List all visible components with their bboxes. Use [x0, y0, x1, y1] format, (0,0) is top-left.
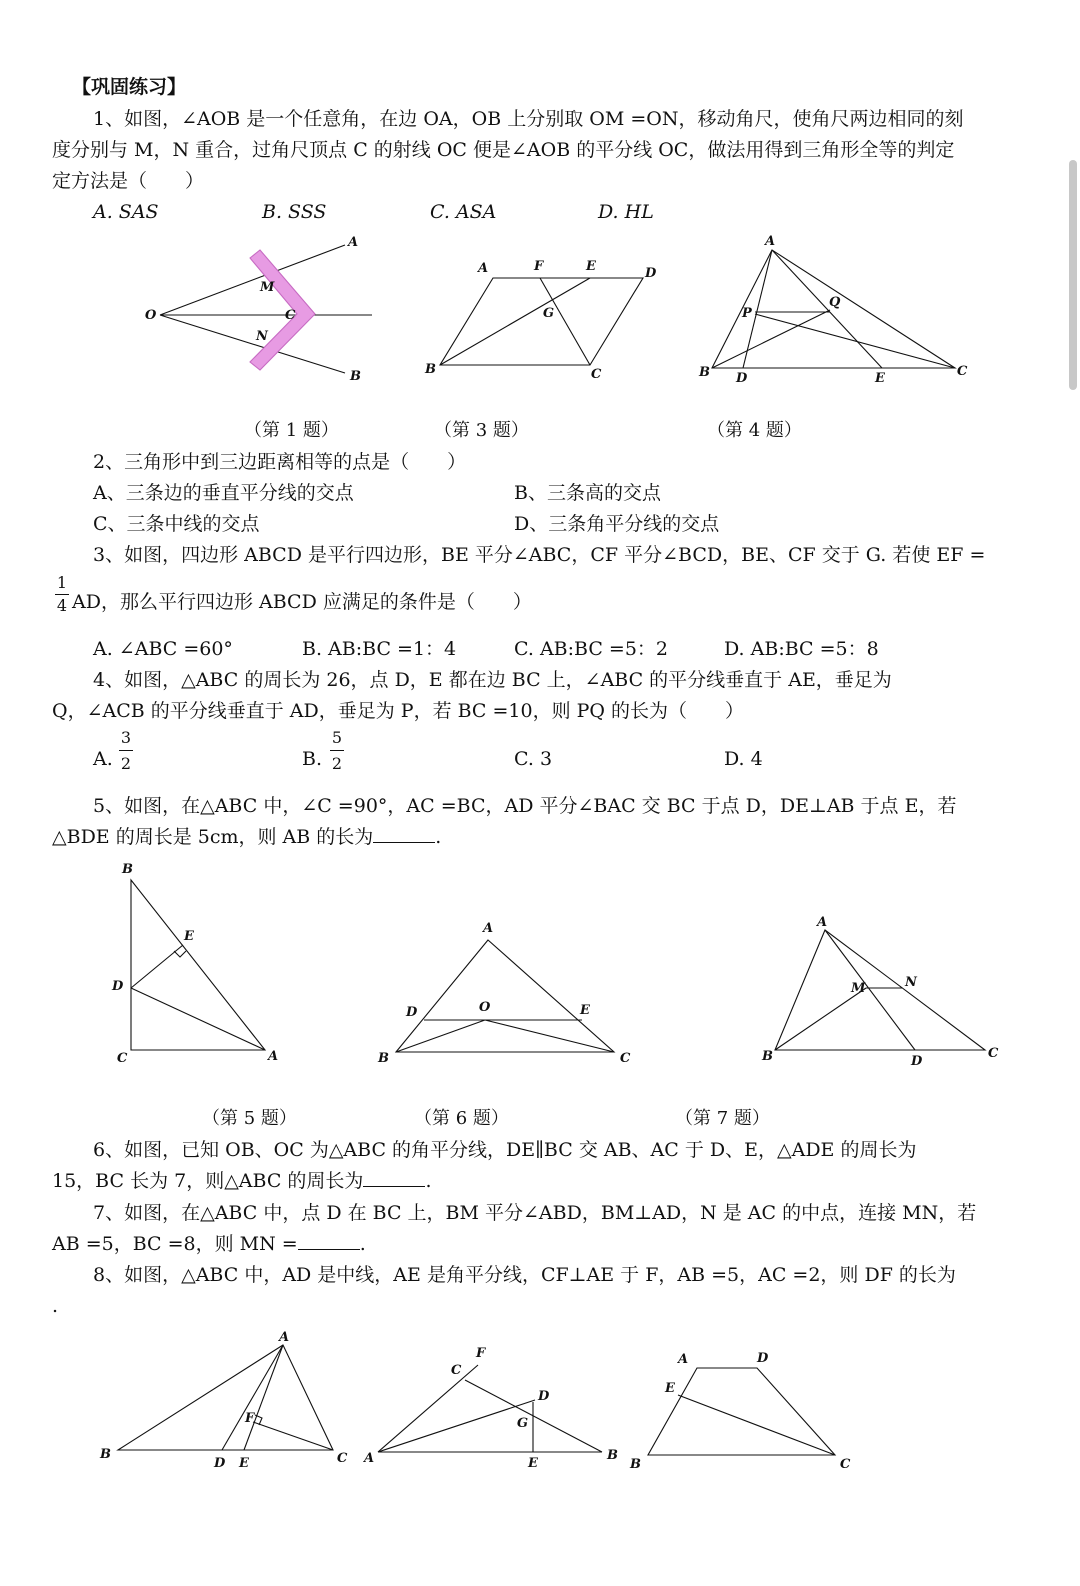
fig4-label-e: E: [875, 371, 885, 386]
q4-option-b-label: B.: [302, 748, 323, 770]
figure-7-labels: [761, 915, 999, 1069]
q1-option-a: A. SAS: [93, 201, 159, 223]
fig3-label-a: A: [478, 261, 489, 276]
fig9-label-a: A: [364, 1451, 375, 1466]
q1-line1: 1、如图，∠AOB 是一个任意角，在边 OA，OB 上分别取 OM =ON，移动角尺，使角尺两边相同的刻: [93, 108, 964, 130]
fig1-label-o: O: [145, 308, 157, 323]
fig1-label-m: M: [260, 280, 275, 295]
fig4-label-d: D: [736, 371, 748, 386]
q4-option-a-den: 2: [120, 754, 132, 773]
q3-frac-bar: [55, 594, 69, 595]
fig3-label-e: E: [586, 259, 596, 274]
q8-line1: 8、如图，△ABC 中，AD 是中线，AE 是角平分线，CF⊥AE 于 F，AB =5，AC =2，则 DF 的长为: [93, 1264, 956, 1286]
section-heading: 【巩固练习】: [72, 76, 187, 98]
q4-option-b-den: 2: [331, 754, 343, 773]
figure-8: [118, 1345, 333, 1450]
fig9-label-c: C: [451, 1363, 462, 1378]
q1-option-d: D. HL: [598, 201, 654, 223]
caption-fig5: （第 5 题）: [202, 1108, 297, 1129]
fig8-label-d: D: [214, 1456, 226, 1471]
fig3-label-d: D: [645, 266, 657, 281]
q4-line2: Q，∠ACB 的平分线垂直于 AD，垂足为 P，若 BC =10，则 PQ 的长为（ ）: [52, 700, 745, 722]
fig7-label-d: D: [911, 1054, 923, 1069]
fig5-label-e: E: [184, 929, 194, 944]
fig8-label-c: C: [337, 1451, 348, 1466]
q6-answer-blank[interactable]: [363, 1172, 425, 1187]
q4-option-d: D. 4: [724, 748, 763, 770]
fig5-label-c: C: [117, 1051, 128, 1066]
q7-line1: 7、如图，在△ABC 中，点 D 在 BC 上，BM 平分∠ABD，BM⊥AD，N 是 AC 的中点，连接 MN，若: [93, 1202, 977, 1224]
q4-option-a-label: A.: [93, 748, 113, 770]
fig10-label-d: D: [757, 1351, 769, 1366]
q2-option-b: B、三条高的交点: [514, 482, 661, 504]
caption-fig7: （第 7 题）: [675, 1108, 770, 1129]
q5-line1: 5、如图，在△ABC 中，∠C =90°，AC =BC，AD 平分∠BAC 交 BC 于点 D，DE⊥AB 于点 E，若: [93, 795, 957, 817]
fig3-label-f: F: [534, 259, 544, 274]
q4-line1: 4、如图，△ABC 的周长为 26，点 D，E 都在边 BC 上，∠ABC 的平分线垂直于 AE，垂足为: [93, 669, 892, 691]
q6-line2: 15，BC 长为 7，则△ABC 的周长为: [52, 1170, 364, 1192]
q1-line2: 度分别与 M，N 重合，过角尺顶点 C 的射线 OC 便是∠AOB 的平分线 OC，做法用得到三角形全等的判定: [52, 139, 955, 161]
q5-answer-blank[interactable]: [373, 828, 435, 843]
q3-frac-num: 1: [56, 573, 68, 592]
q6-line2-end: .: [425, 1170, 432, 1192]
figure-3: [440, 278, 643, 365]
fig3-label-b: B: [425, 362, 436, 377]
fig7-label-n: N: [905, 975, 917, 990]
q1-line3: 定方法是（ ）: [52, 170, 205, 192]
fig1-label-a: A: [348, 235, 359, 250]
fig8-label-a: A: [279, 1330, 290, 1345]
fig10-label-e: E: [665, 1381, 675, 1396]
fig3-label-g: G: [543, 306, 555, 321]
q6-line1: 6、如图，已知 OB、OC 为△ABC 的角平分线，DE∥BC 交 AB、AC 于 D、E，△ADE 的周长为: [93, 1139, 917, 1161]
fig4-label-c: C: [957, 364, 968, 379]
fig5-label-a: A: [268, 1049, 279, 1064]
q1-option-c: C. ASA: [430, 201, 497, 223]
q5-line2-end: .: [435, 826, 442, 848]
fig6-label-o: O: [479, 1000, 491, 1015]
q3-option-d: D. AB:BC =5：8: [724, 638, 879, 660]
q3-option-c: C. AB:BC =5：2: [514, 638, 669, 660]
q8-line2: .: [52, 1295, 59, 1317]
q3-line1: 3、如图，四边形 ABCD 是平行四边形，BE 平分∠ABC，CF 平分∠BCD，BE、CF 交于 G. 若使 EF =: [93, 544, 986, 566]
fig6-label-d: D: [406, 1005, 418, 1020]
fig9-label-g: G: [517, 1416, 529, 1431]
figure-7: [775, 930, 985, 1050]
fig5-label-d: D: [112, 979, 124, 994]
figure-6: [396, 940, 614, 1052]
fig1-label-c: C: [285, 308, 296, 323]
q3-option-b: B. AB:BC =1：4: [302, 638, 457, 660]
q3-frac-den: 4: [56, 596, 68, 615]
fig10-label-c: C: [840, 1457, 851, 1472]
caption-fig3: （第 3 题）: [434, 420, 529, 441]
caption-fig1: （第 1 题）: [244, 420, 339, 441]
q2-option-d: D、三条角平分线的交点: [514, 513, 720, 535]
fig9-label-e: E: [528, 1456, 538, 1471]
fig9-label-b: B: [607, 1448, 618, 1463]
q4-option-b-num: 5: [331, 728, 343, 747]
q4-option-a-bar: [119, 750, 133, 751]
fig6-label-c: C: [620, 1051, 631, 1066]
fig8-label-e: E: [239, 1456, 249, 1471]
caption-fig6: （第 6 题）: [414, 1108, 509, 1129]
q3-option-a: A. ∠ABC =60°: [93, 638, 233, 660]
figure-1: [160, 245, 372, 373]
fig7-label-b: B: [762, 1049, 773, 1064]
fig9-label-f: F: [476, 1346, 486, 1361]
q4-option-c: C. 3: [514, 748, 553, 770]
fig6-label-b: B: [378, 1051, 389, 1066]
q4-option-b-bar: [330, 750, 344, 751]
q7-answer-blank[interactable]: [298, 1235, 360, 1250]
fig3-label-c: C: [591, 367, 602, 382]
q2-option-c: C、三条中线的交点: [93, 513, 260, 535]
fig8-label-f: F: [245, 1411, 255, 1426]
fig7-label-m: M: [851, 981, 866, 996]
fig4-label-a: A: [765, 234, 776, 249]
fig5-label-b: B: [122, 862, 133, 877]
figure-9: [378, 1365, 602, 1452]
fig1-label-n: N: [256, 329, 268, 344]
fig7-label-a: A: [817, 915, 828, 930]
q7-line2-end: .: [359, 1233, 366, 1255]
q4-option-a-num: 3: [120, 728, 132, 747]
figure-5: [131, 880, 265, 1050]
fig6-label-e: E: [580, 1003, 590, 1018]
q3-line2: AD，那么平行四边形 ABCD 应满足的条件是（ ）: [72, 591, 532, 613]
fig10-label-a: A: [678, 1352, 689, 1367]
q5-line2: △BDE 的周长是 5cm，则 AB 的长为: [52, 826, 374, 848]
figure-10: [648, 1368, 835, 1455]
fig4-label-b: B: [699, 365, 710, 380]
fig6-label-a: A: [483, 921, 494, 936]
fig8-label-b: B: [100, 1447, 111, 1462]
figure-4-labels: [698, 234, 968, 386]
fig9-label-d: D: [538, 1389, 550, 1404]
fig10-label-b: B: [630, 1457, 641, 1472]
figure-6-labels: [377, 921, 631, 1066]
q2-option-a: A、三条边的垂直平分线的交点: [93, 482, 354, 504]
caption-fig4: （第 4 题）: [707, 420, 802, 441]
q2-stem: 2、三角形中到三边距离相等的点是（ ）: [93, 451, 467, 473]
fig4-label-q: Q: [829, 295, 841, 310]
q1-option-b: B. SSS: [262, 201, 327, 223]
q7-line2: AB =5，BC =8，则 MN =: [52, 1233, 298, 1255]
fig4-label-p: P: [742, 306, 752, 321]
fig1-label-b: B: [350, 369, 361, 384]
figure-10-labels: [629, 1351, 851, 1472]
fig7-label-c: C: [988, 1046, 999, 1061]
